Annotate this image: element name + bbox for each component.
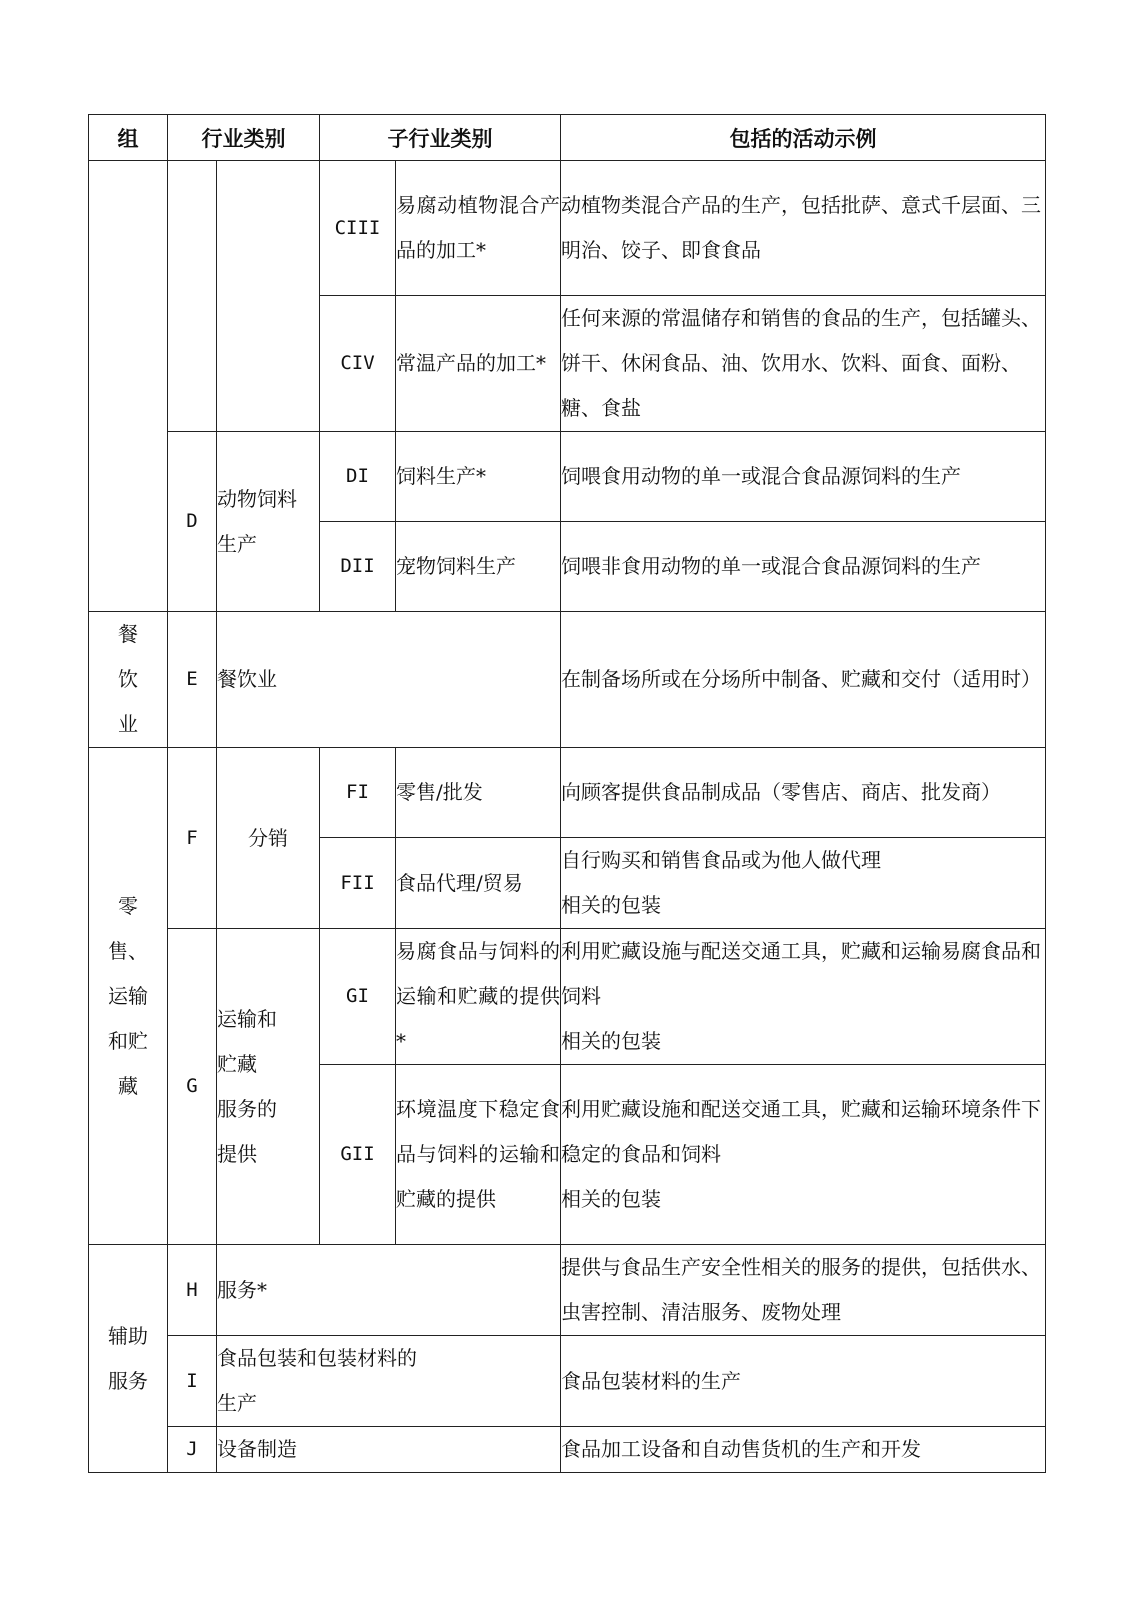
industry-code: F (168, 748, 217, 929)
sub-industry-name: 食品代理/贸易 (396, 838, 561, 929)
table-row (89, 161, 1046, 296)
sub-industry-code: GI (320, 929, 396, 1065)
industry-code-cell (168, 161, 217, 432)
table-row (89, 1245, 1046, 1336)
activity-example: 动植物类混合产品的生产，包括批萨、意式千层面、三明治、饺子、即食食品 (561, 161, 1046, 296)
table-row (89, 929, 1046, 1065)
table-row (89, 1427, 1046, 1473)
activity-example: 提供与食品生产安全性相关的服务的提供，包括供水、虫害控制、清洁服务、废物处理 (561, 1245, 1046, 1336)
sub-industry-name: 常温产品的加工* (396, 296, 561, 432)
activity-example: 饲喂非食用动物的单一或混合食品源饲料的生产 (561, 522, 1046, 612)
activity-example: 食品包装材料的生产 (561, 1336, 1046, 1427)
table-row (89, 612, 1046, 748)
header-examples: 包括的活动示例 (561, 115, 1046, 161)
sub-industry-code: CIII (320, 161, 396, 296)
activity-example: 在制备场所或在分场所中制备、贮藏和交付（适用时） (561, 612, 1046, 748)
industry-name: 动物饲料 生产 (217, 432, 320, 612)
industry-name: 餐饮业 (217, 612, 561, 748)
sub-industry-name: 环境温度下稳定食品与饲料的运输和贮藏的提供 (396, 1065, 561, 1245)
sub-industry-code: CIV (320, 296, 396, 432)
sub-industry-code: DI (320, 432, 396, 522)
group-cell-cd (89, 161, 168, 612)
header-group: 组 (89, 115, 168, 161)
table-row (89, 1336, 1046, 1427)
industry-name: 分销 (217, 748, 320, 929)
group-name: 辅助服务 (89, 1245, 168, 1473)
table-row (89, 432, 1046, 522)
activity-example: 饲喂食用动物的单一或混合食品源饲料的生产 (561, 432, 1046, 522)
sub-industry-name: 易腐动植物混合产品的加工* (396, 161, 561, 296)
table-header-row (89, 115, 1046, 161)
sub-industry-code: FII (320, 838, 396, 929)
industry-name: 运输和 贮藏 服务的 提供 (217, 929, 320, 1245)
header-sub-industry: 子行业类别 (320, 115, 561, 161)
activity-example: 利用贮藏设施与配送交通工具，贮藏和运输易腐食品和饲料 相关的包装 (561, 929, 1046, 1065)
table-row (89, 748, 1046, 838)
industry-code: J (168, 1427, 217, 1473)
activity-example: 向顾客提供食品制成品（零售店、商店、批发商） (561, 748, 1046, 838)
activity-example: 自行购买和销售食品或为他人做代理 相关的包装 (561, 838, 1046, 929)
industry-classification-table (88, 114, 1046, 1473)
sub-industry-name: 宠物饲料生产 (396, 522, 561, 612)
industry-code: E (168, 612, 217, 748)
industry-name-cell (217, 161, 320, 432)
activity-example: 任何来源的常温储存和销售的食品的生产，包括罐头、饼干、休闲食品、油、饮用水、饮料、面食、面粉、糖、食盐 (561, 296, 1046, 432)
industry-name: 食品包装和包装材料的 生产 (217, 1336, 561, 1427)
sub-industry-name: 易腐食品与饲料的运输和贮藏的提供* (396, 929, 561, 1065)
industry-name: 服务* (217, 1245, 561, 1336)
activity-example: 食品加工设备和自动售货机的生产和开发 (561, 1427, 1046, 1473)
industry-code: H (168, 1245, 217, 1336)
activity-example: 利用贮藏设施和配送交通工具，贮藏和运输环境条件下稳定的食品和饲料 相关的包装 (561, 1065, 1046, 1245)
industry-code: G (168, 929, 217, 1245)
sub-industry-name: 饲料生产* (396, 432, 561, 522)
group-name: 餐饮业 (89, 612, 168, 748)
sub-industry-code: DII (320, 522, 396, 612)
industry-name: 设备制造 (217, 1427, 561, 1473)
industry-code: D (168, 432, 217, 612)
header-industry: 行业类别 (168, 115, 320, 161)
sub-industry-name: 零售/批发 (396, 748, 561, 838)
sub-industry-code: FI (320, 748, 396, 838)
sub-industry-code: GII (320, 1065, 396, 1245)
industry-code: I (168, 1336, 217, 1427)
group-name: 零售、运输和贮藏 (89, 748, 168, 1245)
